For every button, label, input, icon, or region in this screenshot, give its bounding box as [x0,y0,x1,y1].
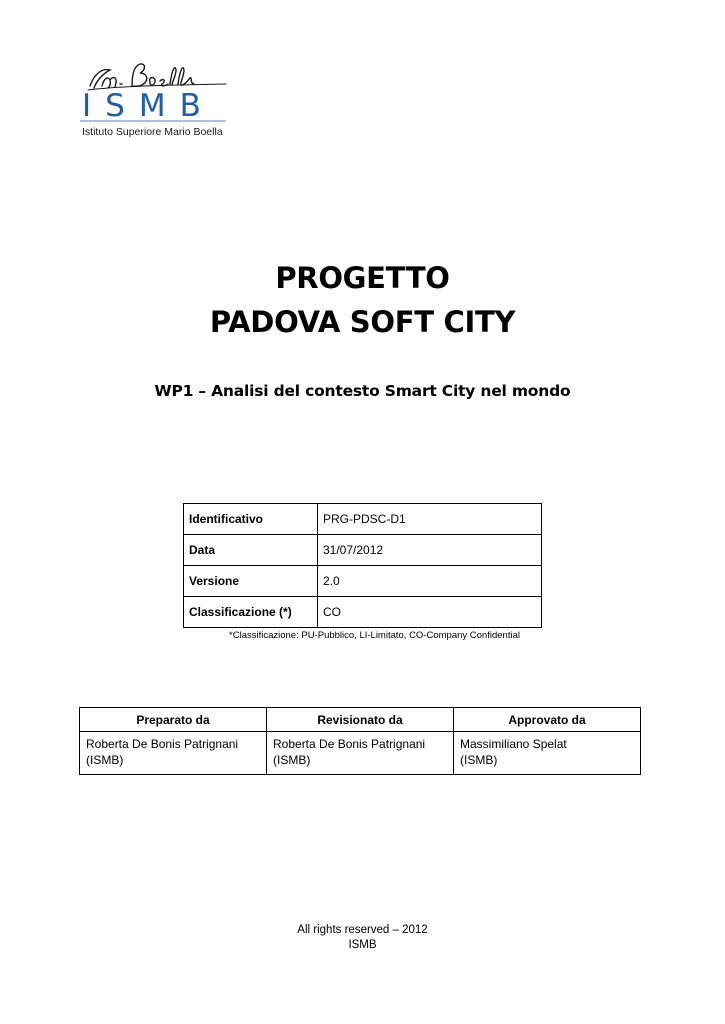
reviewed-by-header: Revisionato da [267,708,454,732]
table-row [184,535,542,566]
approved-by-name: Massimiliano Spelat [460,737,567,751]
approved-by-header: Approvato da [454,708,641,732]
data-value: 31/07/2012 [318,535,542,566]
prepared-by-cell [80,732,267,775]
project-title-line1: PROGETTO [275,261,450,295]
table-row [184,504,542,535]
identificativo-value: PRG-PDSC-D1 [318,504,542,535]
approved-by-org: (ISMB) [460,753,498,767]
table-header-row [80,708,641,732]
ismb-logo-mark [80,56,230,126]
table-row [184,597,542,628]
ismb-logo [80,56,230,140]
prepared-by-header: Preparato da [80,708,267,732]
institute-name: Istituto Superiore Mario Boella [82,126,223,138]
reviewed-by-cell [267,732,454,775]
classificazione-label: Classificazione (*) [184,597,318,628]
document-subtitle: WP1 – Analisi del contesto Smart City nel mondo [154,382,571,400]
versione-label: Versione [184,566,318,597]
footer-org: ISMB [348,939,377,951]
table-row [184,566,542,597]
approved-by-cell [454,732,641,775]
prepared-by-name: Roberta De Bonis Patrignani [86,737,239,751]
page-footer [0,923,725,953]
versione-value: 2.0 [318,566,542,597]
classificazione-value: CO [318,597,542,628]
reviewed-by-name: Roberta De Bonis Patrignani [273,737,426,751]
classification-note: *Classificazione: PU-Pubblico, LI-Limitato, CO-Company Confidential [229,630,520,641]
data-label: Data [184,535,318,566]
signoff-table [79,707,641,775]
reviewed-by-org: (ISMB) [273,753,311,767]
project-title-line2: PADOVA SOFT CITY [209,305,516,339]
svg-text:ISMB: ISMB [82,88,215,124]
identificativo-label: Identificativo [184,504,318,535]
table-row [80,732,641,775]
prepared-by-org: (ISMB) [86,753,124,767]
footer-rights: All rights reserved – 2012 [297,924,428,936]
identification-table [183,503,542,628]
